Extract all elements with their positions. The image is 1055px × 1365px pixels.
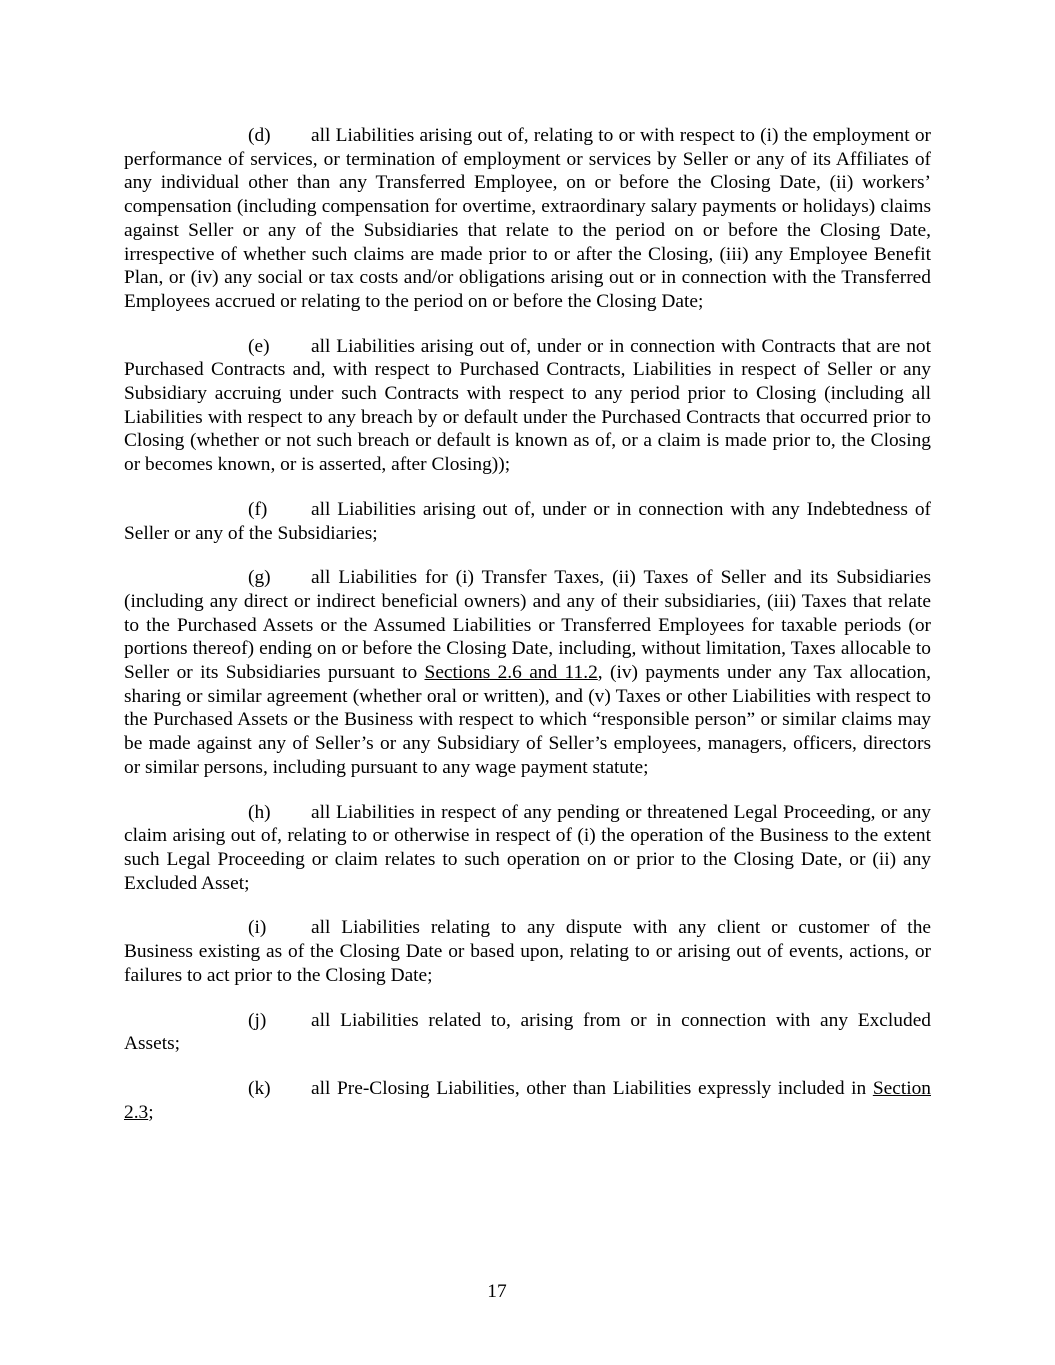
- clause-label: (k): [248, 1077, 271, 1099]
- document-page: [124, 124, 931, 1145]
- clause-label: (d): [248, 125, 271, 146]
- clause-i: [124, 916, 931, 987]
- clause-label: (f): [248, 498, 268, 520]
- clause-label: (i): [248, 917, 267, 939]
- clause-text: ;: [148, 1101, 154, 1123]
- clause-text: all Liabilities arising out of, under or in connection with Contracts that are not Purchased Contracts and, with respect to Purchased Contracts, Liabilities in respect of Seller or any Subsidiary accruing under such Contracts with respect to any period prior to Closing (including all Liabilities with respect to any breach by or default under the Purchased Contracts that occurred prior to Closing (whether or not such breach or default is known as of, or a claim is made prior to, the Closing or becomes known, or is asserted, after Closing));: [124, 335, 931, 476]
- clause-f: [124, 498, 931, 545]
- clause-label: (e): [248, 335, 270, 357]
- section-reference-link: Section 2.3: [124, 1077, 931, 1123]
- clause-g: [124, 566, 931, 779]
- clause-text: all Liabilities for (i) Transfer Taxes, (ii) Taxes of Seller and its Subsidiaries (including any direct or indirect beneficial owners) and any of their subsidiaries, (iii) Taxes that relate to the Purchased Assets or the Assumed Liabilities or Transferred Employees for taxable periods (or portions thereof) ending on or before the Closing Date, including, without limitation, Taxes allocable to Seller or its Subsidiaries pursuant to: [124, 567, 931, 684]
- clause-label: (g): [248, 567, 271, 589]
- clause-e: [124, 335, 931, 477]
- clause-text: , (iv) payments under any Tax allocation, sharing or similar agreement (whether oral or written), and (v) Taxes or other Liabilities with respect to the Purchased Assets or the Business with respect to which “responsible person” or similar claims may be made against any of Seller’s or any Subsidiary of Seller’s employees, managers, officers, directors or similar persons, including pursuant to any wage payment statute;: [124, 662, 931, 778]
- clause-text: all Liabilities arising out of, under or in connection with any Indebtedness of Seller or any of the Subsidiaries;: [124, 498, 931, 544]
- clause-h: [124, 801, 931, 896]
- clause-text: all Liabilities in respect of any pending or threatened Legal Proceeding, or any claim arising out of, relating to or otherwise in respect of (i) the operation of the Business to the extent such Legal Proceeding or claim relates to such operation on or prior to the Closing Date, or (ii) any Excluded Asset;: [124, 801, 931, 894]
- clause-text: all Pre-Closing Liabilities, other than Liabilities expressly included in: [311, 1077, 873, 1099]
- clause-k: [124, 1077, 931, 1124]
- section-reference-link: Sections 2.6 and 11.2: [424, 662, 598, 684]
- clause-text: all Liabilities related to, arising from or in connection with any Excluded Assets;: [124, 1009, 931, 1055]
- clause-label: (h): [248, 801, 271, 823]
- page-number: 17: [487, 1281, 507, 1302]
- clause-label: (j): [248, 1009, 267, 1031]
- clause-text: all Liabilities relating to any dispute with any client or customer of the Business existing as of the Closing Date or based upon, relating to or arising out of events, actions, or failures to act prior to the Closing Date;: [124, 917, 931, 986]
- clause-d: [124, 124, 931, 314]
- clause-text: all Liabilities arising out of, relating to or with respect to (i) the employment or performance of services, or termination of employment or services by Seller or any of its Affiliates of any individual other than any Transferred Employee, on or before the Closing Date, (ii) workers’ compensation (including compensation for overtime, extraordinary salary payments or holidays) claims against Seller or any of the Subsidiaries that relate to the period on or before the Closing Date, irrespective of whether such claims are made prior to or after the Closing, (iii) any Employee Benefit Plan, or (iv) any social or tax costs and/or obligations arising out or in connection with the Transferred Employees accrued or relating to the period on or before the Closing Date;: [124, 125, 931, 312]
- clause-j: [124, 1009, 931, 1056]
